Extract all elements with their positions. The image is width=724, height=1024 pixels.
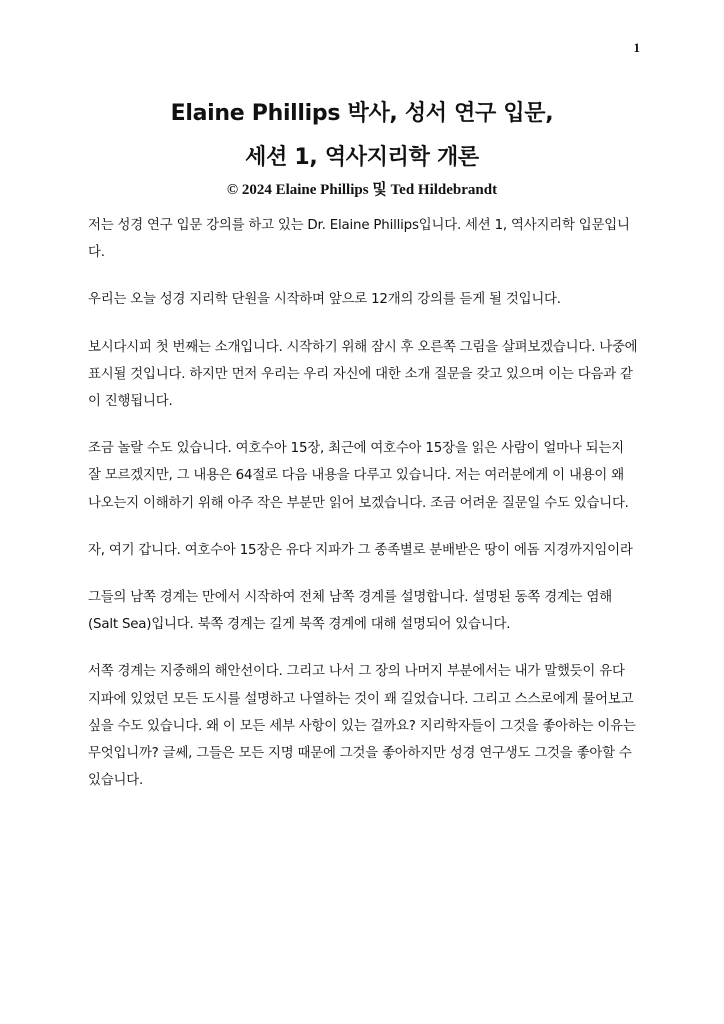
document-body: [88, 212, 640, 814]
document-header: [0, 92, 724, 200]
paragraph: 서쪽 경계는 지중해의 해안선이다. 그리고 나서 그 장의 나머지 부분에서는 내가 말했듯이 유다 지파에 있었던 모든 도시를 설명하고 나열하는 것이 꽤 길었습니다. 그리고 스스로에게 물어보고 싶을 수도 있습니다. 왜 이 모든 세부 사항이 있는 걸까요? 지리학자들이 그것을 좋아하는 이유는 무엇입니까? 글쎄, 그들은 모든 지명 때문에 그것을 좋아하지만 성경 연구생도 그것을 좋아할 수 있습니다.: [88, 664, 636, 789]
document-title-line-1: Elaine Phillips 박사, 성서 연구 입문,: [170, 101, 554, 126]
paragraph: 우리는 오늘 성경 지리학 단원을 시작하며 앞으로 12개의 강의를 듣게 될 것입니다.: [88, 292, 561, 308]
paragraph: 보시다시피 첫 번째는 소개입니다. 시작하기 위해 잠시 후 오른쪽 그림을 살펴보겠습니다. 나중에 표시될 것입니다. 하지만 먼저 우리는 우리 자신에 대한 소개 질문을 갖고 있으며 이는 다음과 같이 진행됩니다.: [88, 339, 638, 410]
paragraph: 조금 놀랄 수도 있습니다. 여호수아 15장, 최근에 여호수아 15장을 읽은 사람이 얼마나 되는지 잘 모르겠지만, 그 내용은 64절로 다음 내용을 다루고 있습니다. 저는 여러분에게 이 내용이 왜 나오는지 이해하기 위해 아주 작은 부분만 읽어 보겠습니다. 조금 어려운 질문일 수도 있습니다.: [88, 441, 629, 511]
document-title-line-2: 세션 1, 역사지리학 개론: [245, 145, 479, 170]
paragraph: 자, 여기 갑니다. 여호수아 15장은 유다 지파가 그 종족별로 분배받은 땅이 에돔 지경까지임이라: [88, 542, 633, 558]
copyright-notice: © 2024 Elaine Phillips 및 Ted Hildebrandt: [226, 182, 498, 198]
paragraph: 저는 성경 연구 입문 강의를 하고 있는 Dr. Elaine Phillips입니다. 세션 1, 역사지리학 입문입니다.: [88, 218, 630, 261]
page-number: 1: [633, 40, 640, 55]
paragraph: 그들의 남쪽 경계는 만에서 시작하여 전체 남쪽 경계를 설명합니다. 설명된 동쪽 경계는 염해(Salt Sea)입니다. 북쪽 경계는 길게 북쪽 경계에 대해 설명되어 있습니다.: [88, 590, 612, 633]
